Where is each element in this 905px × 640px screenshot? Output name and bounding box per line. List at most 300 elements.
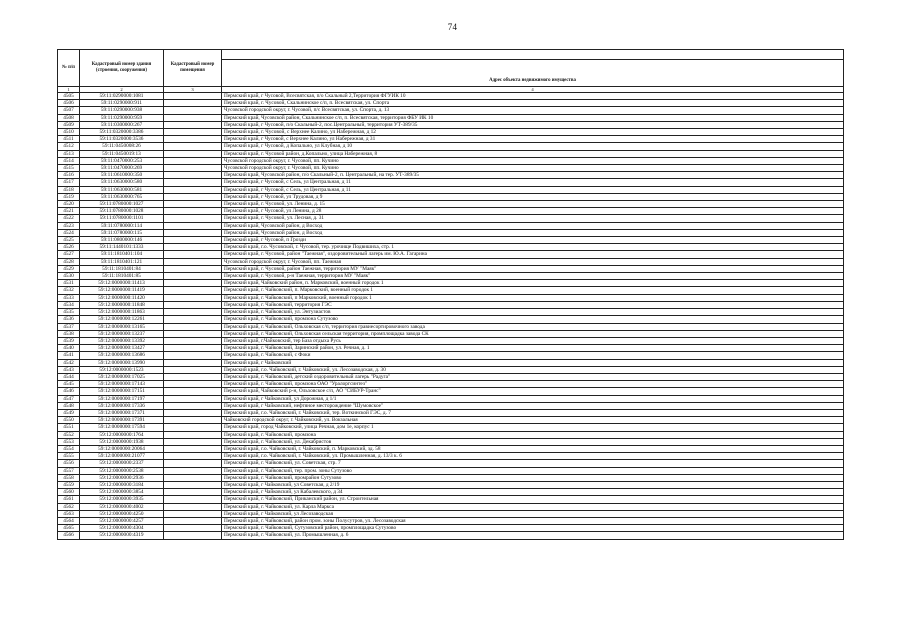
table-row [58, 388, 844, 395]
row-number: 4556 [58, 460, 80, 467]
property-address: Пермский край, г. Чайковский, промзона Сутузово [222, 316, 844, 323]
row-number: 4563 [58, 510, 80, 517]
building-cadastral-number: 59:12:0000000:12261 [80, 316, 164, 323]
table-row [58, 222, 844, 229]
row-number: 4518 [58, 186, 80, 193]
property-address: Пермский край, г. Чайковский, промзона [222, 431, 844, 438]
table-row [58, 474, 844, 481]
property-address: Пермский край, г Чусовой, ул Трудовая, д 9 [222, 193, 844, 200]
room-cadastral-number [164, 280, 222, 287]
property-address: Пермский край, г. Чайковский, п. Марковский, военный городок 1 [222, 287, 844, 294]
row-number: 4534 [58, 301, 80, 308]
col-index-1: 1 [58, 87, 80, 93]
property-address: Пермский край, г Чайковский, ул Советская, д 2/19 [222, 481, 844, 488]
building-cadastral-number: 59:12:0000000:4304 [80, 525, 164, 532]
table-row [58, 93, 844, 100]
building-cadastral-number: 59:11:0780000:115 [80, 229, 164, 236]
room-cadastral-number [164, 503, 222, 510]
room-cadastral-number [164, 301, 222, 308]
property-address: Пермский край, г. Чайковский, Заринский район, ул. Речная, д. 1 [222, 345, 844, 352]
room-cadastral-number [164, 532, 222, 539]
row-number: 4527 [58, 251, 80, 258]
row-number: 4515 [58, 165, 80, 172]
property-address: Пермский край, Чусовской район, Скальнинское с/п, п. Всесвятская, территория ФБУ ИК 10 [222, 114, 844, 121]
row-number: 4544 [58, 373, 80, 380]
property-address: Пермский край, г Чайковский [222, 359, 844, 366]
building-cadastral-number: 59:12:0000000:17371 [80, 409, 164, 416]
building-cadastral-number: 59:12:0000000:2936 [80, 474, 164, 481]
room-cadastral-number [164, 129, 222, 136]
room-cadastral-number [164, 157, 222, 164]
row-number: 4538 [58, 330, 80, 337]
property-address: Чусовской городской округ, г. Чусовой, пп. Кучино [222, 157, 844, 164]
building-cadastral-number: 59:12:0000000:11848 [80, 301, 164, 308]
table-row [58, 366, 844, 373]
building-cadastral-number: 59:12:0000000:11863 [80, 309, 164, 316]
room-cadastral-number [164, 287, 222, 294]
room-cadastral-number [164, 208, 222, 215]
room-cadastral-number [164, 417, 222, 424]
room-cadastral-number [164, 388, 222, 395]
building-cadastral-number: 59:12:0000000:2538 [80, 467, 164, 474]
row-number: 4510 [58, 129, 80, 136]
property-address: Пермский край, г. Чайковский, Ольховская с/п, территория гравиесортировочного завода [222, 323, 844, 330]
property-table [57, 49, 844, 540]
table-row [58, 352, 844, 359]
room-cadastral-number [164, 330, 222, 337]
row-number: 4531 [58, 280, 80, 287]
row-number: 4526 [58, 244, 80, 251]
table-row [58, 445, 844, 452]
property-address: Пермский край, г Чусовой, Всесвятская, п/о Скальный 2,Территория ФГУИК 10 [222, 93, 844, 100]
property-address: Пермский край, г. Чайковский, ул. Карла Маркса [222, 503, 844, 510]
property-address: Пермский край, г. Чусовой, Скальнинское с/п, п. Всесвятская, ул. Спорта [222, 100, 844, 107]
property-address: Пермский край, Чусовской район, д Восход [222, 222, 844, 229]
property-address: Пермский край, г. Чайковский, тер. пром. зоны Сутузово [222, 467, 844, 474]
building-cadastral-number: 59:12:0000000:3184 [80, 481, 164, 488]
table-row [58, 280, 844, 287]
row-number: 4557 [58, 467, 80, 474]
building-cadastral-number: 59:11:0450019:13 [80, 150, 164, 157]
room-cadastral-number [164, 222, 222, 229]
row-number: 4521 [58, 208, 80, 215]
building-cadastral-number: 59:12:0000000:1938 [80, 438, 164, 445]
table-row [58, 424, 844, 431]
room-cadastral-number [164, 100, 222, 107]
table-row [58, 395, 844, 402]
col-index-2: 2 [80, 87, 164, 93]
table-row [58, 489, 844, 496]
table-row [58, 517, 844, 524]
table-row [58, 237, 844, 244]
property-address: Пермский край, г Чусовой, ул Ленина, д 28 [222, 208, 844, 215]
property-address: Пермский край, г. Чусовой, р-н Таежная, территория МУ "Маяк" [222, 273, 844, 280]
row-number: 4550 [58, 417, 80, 424]
building-cadastral-number: 59:11:0470000:253 [80, 157, 164, 164]
row-number: 4522 [58, 215, 80, 222]
property-address: Пермский край, г. Чайковский, территория ГЭС [222, 301, 844, 308]
room-cadastral-number [164, 431, 222, 438]
table-row [58, 453, 844, 460]
row-number: 4549 [58, 409, 80, 416]
building-cadastral-number: 59:11:1810401:121 [80, 258, 164, 265]
property-address: Пермский край, г.о. Чайковский, г. Чайковский, ул. Промышленная, д. 13/3 к. 6 [222, 453, 844, 460]
building-cadastral-number: 59:12:0000000:3854 [80, 489, 164, 496]
building-cadastral-number: 59:12:0000000:4319 [80, 532, 164, 539]
building-cadastral-number: 59:11:0320000:3536 [80, 136, 164, 143]
table-row [58, 337, 844, 344]
building-cadastral-number: 59:12:0000000:17143 [80, 381, 164, 388]
property-address: Пермский край, Чусовской район, д Восход [222, 229, 844, 236]
header-num: № п/п [58, 50, 80, 87]
row-number: 4509 [58, 121, 80, 128]
room-cadastral-number [164, 381, 222, 388]
row-number: 4524 [58, 229, 80, 236]
row-number: 4529 [58, 265, 80, 272]
row-number: 4564 [58, 517, 80, 524]
property-address: Пермский край, г. Чайковский, детский оздоровительный лагерь "Радуга" [222, 373, 844, 380]
room-cadastral-number [164, 460, 222, 467]
building-cadastral-number: 59:11:0290000:911 [80, 100, 164, 107]
room-cadastral-number [164, 359, 222, 366]
property-address: Пермский край, г Чусовой, д Копально, ул Клубная, д 10 [222, 143, 844, 150]
building-cadastral-number: 59:12:0000000:17197 [80, 395, 164, 402]
building-cadastral-number: 59:12:0000000:13427 [80, 345, 164, 352]
room-cadastral-number [164, 323, 222, 330]
room-cadastral-number [164, 395, 222, 402]
property-address: Пермский край, г. Чайковский, Приканский район, ул. Строительная [222, 496, 844, 503]
room-cadastral-number [164, 424, 222, 431]
room-cadastral-number [164, 474, 222, 481]
property-address: Пермский край, г Чайковский, нефтяное месторождение "Шумовское" [222, 402, 844, 409]
table-row [58, 323, 844, 330]
table-row [58, 172, 844, 179]
property-address: Пермский край, г Чусовой, п Грозди [222, 237, 844, 244]
building-cadastral-number: 59:12:0000000:4250 [80, 510, 164, 517]
row-number: 4536 [58, 316, 80, 323]
header-address-top [222, 50, 844, 60]
building-cadastral-number: 59:11:0630000:580 [80, 179, 164, 186]
table-row [58, 244, 844, 251]
building-cadastral-number: 59:12:0000000:4257 [80, 517, 164, 524]
room-cadastral-number [164, 366, 222, 373]
row-number: 4533 [58, 294, 80, 301]
building-cadastral-number: 59:11:0320000:3386 [80, 129, 164, 136]
row-number: 4547 [58, 395, 80, 402]
table-row [58, 503, 844, 510]
table-row [58, 273, 844, 280]
table-row [58, 330, 844, 337]
property-address: Пермский край, Чайковский район, п. Марковский, военный городок 1 [222, 280, 844, 287]
row-number: 4555 [58, 453, 80, 460]
room-cadastral-number [164, 517, 222, 524]
building-cadastral-number: 59:11:0800000:146 [80, 237, 164, 244]
building-cadastral-number: 59:11:0610000:350 [80, 172, 164, 179]
building-cadastral-number: 59:11:1810401:84 [80, 265, 164, 272]
row-number: 4514 [58, 157, 80, 164]
header-building-cadastral: Кадастровый номер здания (строения, сооружения) [80, 50, 164, 87]
header-room-cadastral: Кадастровый номер помещения [164, 50, 222, 87]
building-cadastral-number: 59:11:1810401:85 [80, 273, 164, 280]
property-address: Пермский край, г.о. Чайковский, г. Чайковский, тер. Воткинской ГЭС, д. 7 [222, 409, 844, 416]
table-row [58, 460, 844, 467]
table-row [58, 525, 844, 532]
property-address: Пермский край, г. Чусовой, район Таежная, территория МУ "Маяк" [222, 265, 844, 272]
room-cadastral-number [164, 179, 222, 186]
table-row [58, 251, 844, 258]
table-body [58, 93, 844, 540]
property-address: Пермский край, г. Чайковский, с Фоки [222, 352, 844, 359]
building-cadastral-number: 59:12:0000000:4002 [80, 503, 164, 510]
row-number: 4523 [58, 222, 80, 229]
room-cadastral-number [164, 510, 222, 517]
property-address: Пермский край, г. Чайковский, п Марковский, военный городок 1 [222, 294, 844, 301]
room-cadastral-number [164, 201, 222, 208]
room-cadastral-number [164, 273, 222, 280]
room-cadastral-number [164, 121, 222, 128]
room-cadastral-number [164, 525, 222, 532]
property-address: Чусовской городской округ, г. Чусовой, пп. Кучино [222, 165, 844, 172]
property-address: Пермский край, г Чайковский, ул Лесозаводская [222, 510, 844, 517]
property-address: Чайковский городской округ, г. Чайковский, ул. Вокзальная [222, 417, 844, 424]
property-address: Пермский край, г. Чусовой, с Верхнее Калино, ул Набережная, д 12 [222, 129, 844, 136]
property-address: Пермский край, г.о. Чусовской, г. Чусовой, тер. урочище Подвишиха, стр. 1 [222, 244, 844, 251]
property-address: Пермский край, г. Чайковский, ул. Советская, стр. 7 [222, 460, 844, 467]
building-cadastral-number: 59:12:0000000:17391 [80, 417, 164, 424]
room-cadastral-number [164, 186, 222, 193]
property-address: Пермский край, г. Чайковский, ул. Промышленная, д. 6 [222, 532, 844, 539]
table-row [58, 301, 844, 308]
table-row [58, 215, 844, 222]
property-address: Пермский край, г Чусовой, с Верхнее Калино, ул Набережная, д 31 [222, 136, 844, 143]
room-cadastral-number [164, 107, 222, 114]
table-row [58, 208, 844, 215]
property-address: Пермский край, г Чусовой, п/о Скальный-2, пос.Центральный, территория УТ-389/35 [222, 121, 844, 128]
table-row [58, 496, 844, 503]
property-address: Пермский край, г.о. Чайковский, г. Чайковский, ул. Лесозаводская, д. 30 [222, 366, 844, 373]
table-row [58, 107, 844, 114]
property-address: Пермский край, Чусовской район, п/о Скальный-2, п. Центральный, на тер. УТ-389/35 [222, 172, 844, 179]
room-cadastral-number [164, 402, 222, 409]
room-cadastral-number [164, 316, 222, 323]
table-row [58, 129, 844, 136]
property-address: Пермский край, г. Чайковский, Ольховская сельская территория, промплощадка завода СК [222, 330, 844, 337]
building-cadastral-number: 59:11:0290000:1081 [80, 93, 164, 100]
room-cadastral-number [164, 251, 222, 258]
building-cadastral-number: 59:11:1440101:1333 [80, 244, 164, 251]
row-number: 4532 [58, 287, 80, 294]
room-cadastral-number [164, 438, 222, 445]
row-number: 4517 [58, 179, 80, 186]
room-cadastral-number [164, 143, 222, 150]
property-address: Пермский край, г.Чайковский, тер База отдыха Русь [222, 337, 844, 344]
row-number: 4511 [58, 136, 80, 143]
row-number: 4562 [58, 503, 80, 510]
table-row [58, 265, 844, 272]
building-cadastral-number: 59:12:0000000:1523 [80, 366, 164, 373]
room-cadastral-number [164, 114, 222, 121]
property-address: Пермский край, г. Чайковский, район пром. зоны Полусутров, ул. Лесозаводская [222, 517, 844, 524]
building-cadastral-number: 59:12:0000000:13686 [80, 352, 164, 359]
building-cadastral-number: 59:12:0000000:20064 [80, 445, 164, 452]
col-index-4: 4 [222, 87, 844, 93]
row-number: 4554 [58, 445, 80, 452]
row-number: 4539 [58, 337, 80, 344]
row-number: 4565 [58, 525, 80, 532]
row-number: 4546 [58, 388, 80, 395]
table-row [58, 157, 844, 164]
property-address: Пермский край, г. Чусовой район, д.Копально, улица Набережная, 8 [222, 150, 844, 157]
building-cadastral-number: 59:12:0000000:3935 [80, 496, 164, 503]
building-cadastral-number: 59:12:0000000:17336 [80, 402, 164, 409]
row-number: 4516 [58, 172, 80, 179]
building-cadastral-number: 59:11:0300000:267 [80, 121, 164, 128]
room-cadastral-number [164, 489, 222, 496]
table-row [58, 359, 844, 366]
property-address: Пермский край, г. Чусовой, ул. Ленина, д. 15 [222, 201, 844, 208]
property-address: Пермский край, г. Чайковский, Сутузовский район, промплощадка Сутузово [222, 525, 844, 532]
building-cadastral-number: 59:12:0000000:11419 [80, 287, 164, 294]
table-row [58, 179, 844, 186]
table-row [58, 100, 844, 107]
property-address: Пермский край, Чайковский р-н, Ольховское с/п, АО "СИБУР-Транс" [222, 388, 844, 395]
room-cadastral-number [164, 229, 222, 236]
row-number: 4553 [58, 438, 80, 445]
property-address: Пермский край, г. Чусовой, район "Таежная", оздоровительный лагерь им. Ю.А. Гагарина [222, 251, 844, 258]
room-cadastral-number [164, 294, 222, 301]
table-row [58, 316, 844, 323]
building-cadastral-number: 59:12:0000000:13990 [80, 359, 164, 366]
room-cadastral-number [164, 193, 222, 200]
building-cadastral-number: 59:12:0000000:1764 [80, 431, 164, 438]
property-address: Пермский край, г Чусовой, с Сель, ул Центральная, д 11 [222, 186, 844, 193]
table-row [58, 136, 844, 143]
building-cadastral-number: 59:12:0000000:17594 [80, 424, 164, 431]
property-address: Пермский край, город Чайковский, улица Речная, дом 1е, корпус 1 [222, 424, 844, 431]
table-row [58, 229, 844, 236]
room-cadastral-number [164, 309, 222, 316]
table-row [58, 287, 844, 294]
building-cadastral-number: 59:12:0000000:11413 [80, 280, 164, 287]
table-row [58, 438, 844, 445]
building-cadastral-number: 59:12:0000000:13237 [80, 330, 164, 337]
building-cadastral-number: 59:11:0780000:1101 [80, 215, 164, 222]
row-number: 4505 [58, 93, 80, 100]
table-row [58, 294, 844, 301]
property-address: Пермский край, г Чусовой, с Сель, ул Центральная, д 11 [222, 179, 844, 186]
row-number: 4507 [58, 107, 80, 114]
row-number: 4506 [58, 100, 80, 107]
table-row [58, 409, 844, 416]
building-cadastral-number: 59:11:0290000:959 [80, 114, 164, 121]
property-address: Пермский край, г. Чайковский, ул. Декабристов [222, 438, 844, 445]
table-row [58, 258, 844, 265]
property-address: Пермский край, г. Чусовой, ул. Лесная, д. 31 [222, 215, 844, 222]
row-number: 4525 [58, 237, 80, 244]
room-cadastral-number [164, 215, 222, 222]
row-number: 4528 [58, 258, 80, 265]
room-cadastral-number [164, 373, 222, 380]
building-cadastral-number: 59:11:0780000:114 [80, 222, 164, 229]
row-number: 4566 [58, 532, 80, 539]
table-row [58, 121, 844, 128]
table-row [58, 381, 844, 388]
table-row [58, 431, 844, 438]
room-cadastral-number [164, 409, 222, 416]
building-cadastral-number: 59:11:0290000:938 [80, 107, 164, 114]
room-cadastral-number [164, 136, 222, 143]
row-number: 4520 [58, 201, 80, 208]
room-cadastral-number [164, 481, 222, 488]
table-row [58, 417, 844, 424]
room-cadastral-number [164, 165, 222, 172]
table-row [58, 201, 844, 208]
building-cadastral-number: 59:11:0450008:26 [80, 143, 164, 150]
room-cadastral-number [164, 445, 222, 452]
header-address: Адрес объекта недвижимого имущества [222, 60, 844, 87]
room-cadastral-number [164, 244, 222, 251]
building-cadastral-number: 59:11:0780000:1028 [80, 208, 164, 215]
row-number: 4540 [58, 345, 80, 352]
building-cadastral-number: 59:12:0000000:2337 [80, 460, 164, 467]
building-cadastral-number: 59:12:0000000:17025 [80, 373, 164, 380]
room-cadastral-number [164, 352, 222, 359]
page-number: 74 [447, 22, 458, 32]
row-number: 4512 [58, 143, 80, 150]
row-number: 4537 [58, 323, 80, 330]
row-number: 4541 [58, 352, 80, 359]
room-cadastral-number [164, 345, 222, 352]
table-row [58, 165, 844, 172]
room-cadastral-number [164, 150, 222, 157]
table-row [58, 345, 844, 352]
property-address: Пермский край, г Чайковский, ул Дорожная, д 1/1 [222, 395, 844, 402]
table-row [58, 193, 844, 200]
building-cadastral-number: 59:11:0470000:269 [80, 165, 164, 172]
room-cadastral-number [164, 337, 222, 344]
table-row [58, 373, 844, 380]
room-cadastral-number [164, 93, 222, 100]
table-row [58, 510, 844, 517]
property-address: Пермский край, г.о. Чайковский, г. Чайковский, п. Марковский, зд. 58 [222, 445, 844, 452]
building-cadastral-number: 59:11:1810401:104 [80, 251, 164, 258]
room-cadastral-number [164, 258, 222, 265]
room-cadastral-number [164, 467, 222, 474]
table-row [58, 186, 844, 193]
row-number: 4530 [58, 273, 80, 280]
property-address: Чусовской городской округ, г. Чусовой, п/с Всесвятская, ул. Спорта, д. 13 [222, 107, 844, 114]
building-cadastral-number: 59:12:0000000:11420 [80, 294, 164, 301]
row-number: 4559 [58, 481, 80, 488]
row-number: 4545 [58, 381, 80, 388]
building-cadastral-number: 59:12:0000000:17151 [80, 388, 164, 395]
row-number: 4535 [58, 309, 80, 316]
building-cadastral-number: 59:11:0780000:1027 [80, 201, 164, 208]
building-cadastral-number: 59:12:0000000:13165 [80, 323, 164, 330]
row-number: 4508 [58, 114, 80, 121]
row-number: 4543 [58, 366, 80, 373]
property-address: Чусовской городской округ, г. Чусовой, пп. Таежная [222, 258, 844, 265]
building-cadastral-number: 59:11:0630000:581 [80, 186, 164, 193]
building-cadastral-number: 59:12:0000000:13392 [80, 337, 164, 344]
property-address: Пермский край, г. Чайковский, ул. Энтузиастов [222, 309, 844, 316]
room-cadastral-number [164, 453, 222, 460]
table-row [58, 309, 844, 316]
row-number: 4552 [58, 431, 80, 438]
row-number: 4542 [58, 359, 80, 366]
room-cadastral-number [164, 237, 222, 244]
col-index-3: 3 [164, 87, 222, 93]
